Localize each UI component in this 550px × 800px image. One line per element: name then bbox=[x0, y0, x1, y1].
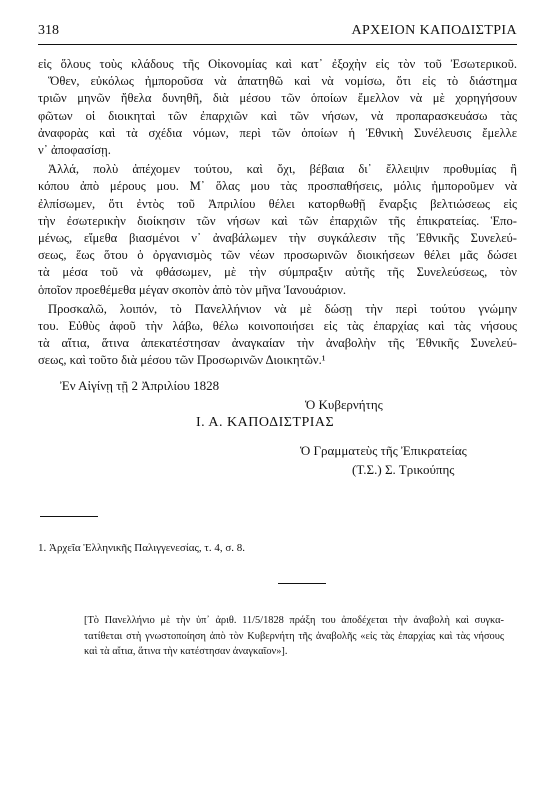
secretary-signature: (Τ.Σ.) Σ. Τρικούπης bbox=[352, 462, 455, 477]
footnote-separator bbox=[40, 516, 98, 517]
secretary-title: Ὁ Γραμματεὺς τῆς Ἐπικρατείας bbox=[300, 443, 467, 458]
text-line: Ὅθεν, εὐκόλως ἠμποροῦσα νὰ ἀπατηθῶ καὶ νὰ νομίσω, ὅτι εἰς τὸ διάστημα bbox=[48, 74, 517, 89]
page-number: 318 bbox=[38, 23, 59, 38]
text-line: τατίθεται στὴ γνωστοποίηση ἀπὸ τὸν Κυβερνήτη τῆς ἀναβολῆς «εἰς τὰς ἐπαρχίας καὶ τὰς νήσους bbox=[84, 630, 504, 642]
text-line: μένως, εἴμεθα βιασμένοι ν᾽ ἀναβάλωμεν τὴν συγκάλεσιν τῆς Ἐθνικῆς Συνελεύ- bbox=[38, 231, 517, 246]
text-line: τὰ μέσα τοῦ νὰ φθάσωμεν, μὲ τὴν σύμπραξιν αὐτῆς τῆς Συνελεύσεως, τὸν bbox=[38, 265, 517, 280]
text-line: καὶ τὰ αἴτια, ἅτινα τὴν κατέστησαν ἀναγκαῖον»]. bbox=[84, 646, 288, 658]
text-line: Ἀλλά, πολὺ ἀπέχομεν τούτου, καὶ ὄχι, βέβαια δι᾽ ἔλλειψιν προθυμίας ἢ bbox=[48, 162, 517, 177]
text-line: εἰς ὅλους τοὺς κλάδους τῆς Οἰκονομίας καὶ κατ᾽ ἐξοχὴν εἰς τὸν τοῦ Ἐσωτερικοῦ. bbox=[38, 57, 517, 71]
running-header bbox=[38, 23, 517, 43]
text-line: τὴν ἐσωτερικὴν διοίκησιν τῶν νήσων καὶ τῶν ἐπαρχιῶν τῆς ἐπικρατείας. Ἑπο- bbox=[38, 213, 517, 228]
text-line: ὁποῖον προεθέμεθα μέγαν σκοπὸν ἀπὸ τὸν μῆνα Ἰανουάριον. bbox=[38, 282, 347, 297]
letter-body bbox=[38, 56, 517, 370]
governor-signature: Ι. Α. ΚΑΠΟΔΙΣΤΡΙΑΣ bbox=[196, 415, 335, 430]
paragraph-2 bbox=[38, 161, 517, 299]
section-divider bbox=[278, 583, 326, 584]
paragraph-3 bbox=[38, 301, 517, 370]
text-line: φῶτων οἱ διοικηταὶ τῶν ἐπαρχιῶν καὶ τῶν νήσων, νὰ προπαρασκευάσω τὰς bbox=[38, 108, 517, 123]
text-line: [Τὸ Πανελλήνιο μὲ τὴν ὑπ᾽ ἀριθ. 11/5/1828 πράξη του ἀποδέχεται τὴν ἀναβολὴ καὶ συγκα- bbox=[84, 615, 504, 626]
text-line: Προσκαλῶ, λοιπόν, τὸ Πανελλήνιον νὰ μὲ δώσῃ τὴν περὶ τούτου γνώμην bbox=[48, 301, 517, 316]
running-title: ΑΡΧΕΙΟΝ ΚΑΠΟΔΙΣΤΡΙΑ bbox=[351, 23, 517, 38]
text-line: τὰ αἴτια, ἅτινα ἀπεκατέστησαν ἀναγκαίαν τὴν ἀναβολὴν τῆς Ἐθνικῆς Συνελεύ- bbox=[38, 336, 517, 351]
text-line: σεως, καὶ τοῦτο διὰ μέσου τῶν Προσωρινῶν Διοικητῶν.¹ bbox=[38, 353, 326, 368]
text-line: ἀναφορὰς καὶ τὰ σχέδια νόμων, περὶ τῶν ὁποίων ἡ Ἐθνικὴ Συνέλευσις ἔμελλε bbox=[38, 125, 517, 140]
text-line: ν᾽ ἀποφασίσῃ. bbox=[38, 143, 111, 158]
footnote: 1. Ἀρχεῖα Ἑλληνικῆς Παλιγγενεσίας, τ. 4, σ. 8. bbox=[38, 542, 246, 554]
editorial-note bbox=[84, 613, 504, 660]
text-line: σεως, ἕως ὅτου ὁ ὀργανισμὸς τῶν νέων προσωρινῶν διοικήσεων θέλει μᾶς δώσει bbox=[38, 248, 517, 263]
text-line: ἐλπίσωμεν, ὅτι ἐντὸς τοῦ Ἀπριλίου θέλει κατορθωθῇ ἔναρξις βελτιώσεως εἰς bbox=[38, 196, 517, 211]
paragraph-1 bbox=[38, 56, 517, 159]
text-line: του. Εὐθὺς ἀφοῦ τὴν λάβω, θέλω κοινοποιήσει εἰς τὰς ἐπαρχίας καὶ τὰς νήσους bbox=[38, 319, 517, 334]
text-line: τριῶν μηνῶν ἤθελα δυνηθῆ, διὰ μέσου τῶν ὁποίων ἔμελλον νὰ μὲ χορηγήσουν bbox=[38, 91, 517, 106]
text-line: κόπου ἀπὸ μέρους μου. Μ᾽ ὅλας μου τὰς προσπαθήσεις, μόλις ἠμποροῦμεν νὰ bbox=[38, 179, 517, 194]
governor-title: Ὁ Κυβερνήτης bbox=[305, 397, 383, 412]
place-date: Ἐν Αἰγίνῃ τῇ 2 Ἀπριλίου 1828 bbox=[60, 378, 220, 393]
header-rule bbox=[38, 44, 517, 45]
